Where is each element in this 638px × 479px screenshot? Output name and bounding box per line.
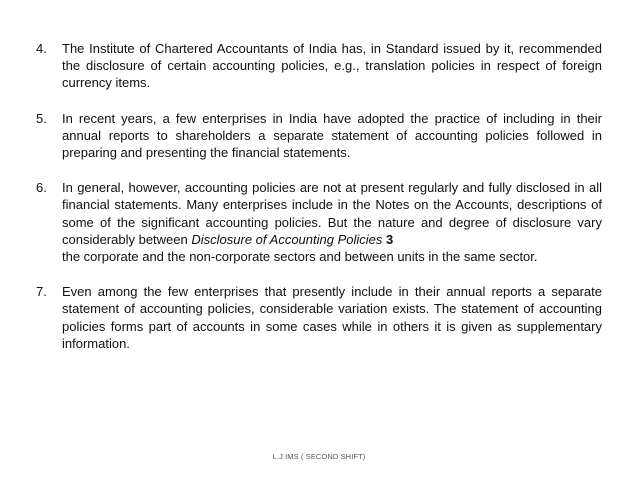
item-number: 4. (36, 41, 47, 56)
item-continuation-text: the corporate and the non-corporate sectors and between units in the same sector. (62, 249, 538, 265)
item-number: 7. (36, 284, 47, 300)
item-text: In recent years, a few enterprises in India have adopted the practice of including in their annual reports to shareholders a separate statement of accounting policies followed in preparing and presenting the financial statements. (62, 110, 602, 161)
list-item (36, 110, 602, 162)
item-text: The Institute of Chartered Accountants of India has, in Standard issued by it, recommended the disclosure of certain accounting policies, e.g., translation policies in respect of foreign currency items. (62, 41, 602, 91)
item-text: Even among the few enterprises that presently include in their annual reports a separate statement of accounting policies, considerable variation exists. The statement of accounting policies forms part of accounts in some cases while in others it is given as supplementary information. (62, 284, 602, 351)
item-italic-title: Disclosure of Accounting Policies (191, 231, 383, 247)
item-text-block (62, 179, 602, 248)
list-item (36, 40, 602, 92)
item-text: In general, however, accounting policies are not at present regularly and fully disclosed in all financial statements. Many enterprises include in the Notes on the Accounts, descriptions of some of the significant accounting policies. But the nature and degree of disclosure vary considerably between (62, 180, 602, 247)
item-continuation (62, 248, 602, 265)
slide-content (36, 40, 602, 370)
item-number: 5. (36, 110, 47, 126)
list-item (36, 283, 602, 352)
page-number: 3 (386, 231, 394, 247)
item-number: 6. (36, 180, 47, 196)
slide-footer: L.J IMS ( SECOND SHIFT) (272, 452, 366, 461)
list-item (36, 179, 602, 248)
